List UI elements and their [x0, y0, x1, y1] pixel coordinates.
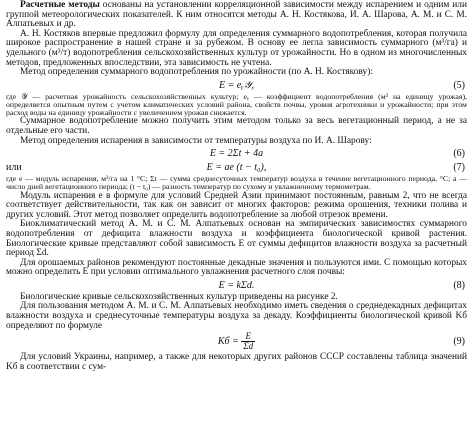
- paragraph-where-7: где e — модуль испарения, м³/га на 1 °С; Σt — сумма среднесуточных температур воздуха в течение вегетационного периода, °С; a — число дней вегетационного периода; (t − t₀) — разность температур по сухому и увлажненному термометрам.: [6, 174, 467, 192]
- paragraph-intro: [6, 1, 467, 30]
- paragraph-sharov: Метод определения испарения в зависимости от температуры воздуха по И. А. Шарову:: [20, 135, 372, 146]
- formula-6-number: (6): [453, 148, 465, 160]
- paragraph-total-period: Суммарное водопотребление можно получить этим методом только за весь вегетационный период, а не за отдельные его части.: [6, 116, 467, 136]
- formula-5: [6, 79, 467, 92]
- paragraph-irrigated-regions: Для орошаемых районов рекомендуют постоянные декадные значения и пользуются ими. С помощью которых можно определить E при условии оптимального увлажнения расчетного слоя почвы:: [6, 257, 467, 278]
- paragraph-method-yield: Метод определения суммарного водопотребления по урожайности (по А. Н. Костякову):: [20, 67, 373, 78]
- paragraph-biological-curves: Биологические кривые сельскохозяйственных культур приведены на рисунке 2.: [20, 291, 338, 302]
- paragraph-bioclimatic: Биоклиматический метод А. М. и С. М. Алпатьевых основан на эмпирических зависимостях суммарного водопотребления от дефицита влажности воздуха и коэффициента биологической кривой растения. Биологические кривые представляют собой зависимость E от суммы дефицитов влажности воздуха за расчетный период Σd.: [6, 219, 467, 259]
- formula-6: [6, 147, 467, 160]
- formula-8: [6, 279, 467, 292]
- formula-7-number: (7): [453, 162, 465, 174]
- paragraph-where-5: где 𝒴 — расчетная урожайность сельскохозяйственных культур; eᵧ — коэффициент водопотребления (м³ на единицу урожая), определяется опытным путем с учетом климатических условий района, свойств почвы, уровня агротехники и урожайности; при этом расход воды на единицу урожайности с увеличением урожая снижается.: [6, 91, 467, 118]
- paragraph-alpatyev-usage: Для пользования методом А. М. и С. М. Алпатьевых необходимо иметь сведения о среднедекадных дефицитах влажности воздуха и среднесуточные температуры воздуха за декаду. Коэффициенты биологической кривой Kб определяют по формуле: [6, 301, 467, 331]
- term-calculation-methods: Расчетные методы: [20, 0, 100, 10]
- paragraph-kostyakov: А. Н. Костяков впервые предложил формулу для определения суммарного водопотребления, которая получила широкое распространение в нашей стране и за рубежом. В основу ее легла зависимость суммарного (м³/га) и удельного (м³/т) водопотребления сельскохозяйственных культур от урожайности. Но в одном из многочисленных методов, предложенных впоследствии, эта зависимость не учтена.: [6, 28, 467, 68]
- formula-8-number: (8): [453, 279, 465, 291]
- formula-7: [6, 161, 467, 174]
- formula-9-denominator: Σd: [243, 341, 254, 352]
- formula-7-expression: E = ae (t − t₀),: [206, 162, 267, 174]
- formula-9-fraction: [241, 332, 255, 351]
- formula-5-expression: E = eᵧ𝒴,: [219, 79, 254, 91]
- formula-9-number: (9): [453, 336, 465, 348]
- intro-text: основаны на установлении корреляционной зависимости между испарением и одним или группой метеорологических показателей. К ним относятся методы А. Н. Костякова, И. А. Шарова, А. М. и С. М. Алпатьевых и др.: [6, 0, 468, 30]
- formula-5-number: (5): [453, 79, 465, 91]
- formula-9: [6, 332, 467, 352]
- formula-or-label: или: [6, 162, 22, 174]
- formula-8-expression: E = kΣd.: [218, 279, 255, 291]
- paragraph-ukraine: Для условий Украины, например, а также для некоторых других районов СССР составлены таблица значений Kб в соответствии с сум-: [6, 352, 467, 372]
- formula-9-numerator: E: [241, 332, 255, 342]
- formula-9-lhs: Kб =: [217, 336, 239, 348]
- paragraph-evaporation-modulus: Модуль испарения e в формуле для условий Средней Азии принимают постоянным, равным 2, что не всегда соответствует действительности, так как он зависит от многих факторов: режима орошения, техники полива и других условий. Этот метод позволяет определить водопотребление за любой отрезок времени.: [6, 190, 467, 220]
- formula-6-expression: E = 2Σt + 4a: [209, 148, 264, 160]
